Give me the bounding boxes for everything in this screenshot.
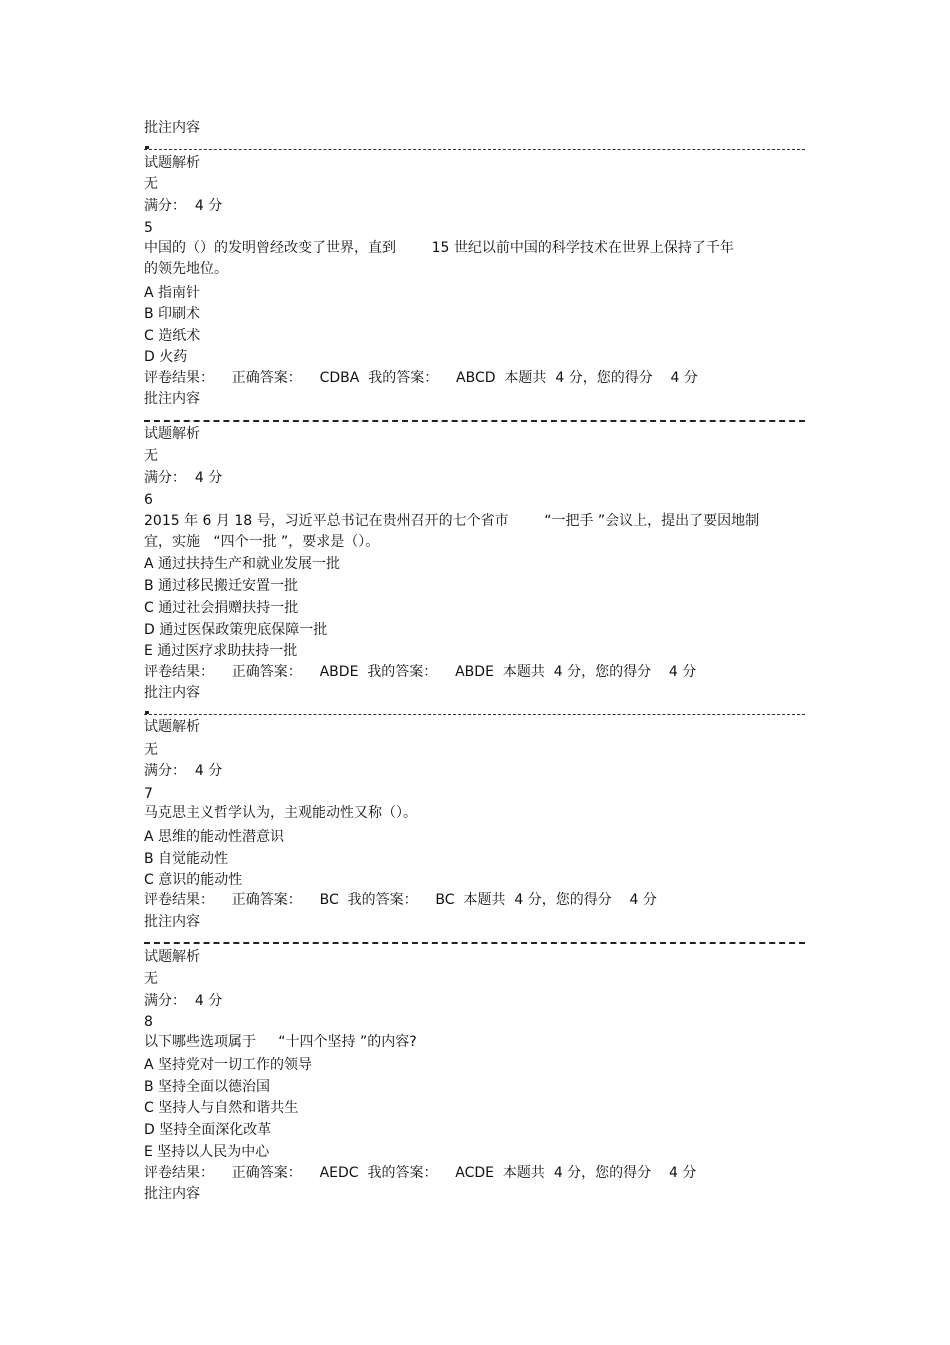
question-number: 5 — [144, 220, 153, 236]
option-a: A 思维的能动性潜意识 — [144, 829, 285, 845]
score-text: 满分： 4 分 — [144, 470, 223, 486]
option-a: A 指南针 — [144, 285, 201, 301]
option-b: B 印刷术 — [144, 306, 201, 322]
option-b: B 坚持全面以德治国 — [144, 1079, 271, 1095]
option-c: C 造纸术 — [144, 328, 201, 344]
analysis-text: 无 — [144, 742, 158, 758]
question-text: 2015 年 6 月 18 号，习近平总书记在贵州召开的七个省市 “一把手 ”会议上，提出了要因地制 — [144, 513, 760, 529]
analysis-label: 试题解析 — [144, 949, 200, 965]
option-c: C 坚持人与自然和谐共生 — [144, 1100, 299, 1116]
option-c: C 通过社会捐赠扶持一批 — [144, 600, 299, 616]
analysis-label: 试题解析 — [144, 719, 200, 735]
separator-marker — [145, 146, 149, 149]
question-text: 中国的（）的发明曾经改变了世界，直到 15 世纪以前中国的科学技术在世界上保持了千年 — [144, 240, 734, 256]
question-number: 7 — [144, 786, 153, 802]
question-text: 以下哪些选项属于 “十四个坚持 ”的内容? — [144, 1034, 417, 1050]
question-number: 6 — [144, 492, 153, 508]
score-text: 满分： 4 分 — [144, 198, 223, 214]
result-text: 评卷结果： 正确答案： AEDC 我的答案： ACDE 本题共 4 分，您的得分 4 分 — [144, 1165, 697, 1181]
question-text-cont: 的领先地位。 — [144, 261, 228, 277]
option-c: C 意识的能动性 — [144, 872, 243, 888]
analysis-text: 无 — [144, 448, 158, 464]
analysis-text: 无 — [144, 971, 158, 987]
result-text: 评卷结果： 正确答案： ABDE 我的答案： ABDE 本题共 4 分，您的得分 4 分 — [144, 664, 697, 680]
section-separator — [144, 149, 805, 150]
option-e: E 坚持以人民为中心 — [144, 1144, 270, 1160]
option-d: D 坚持全面深化改革 — [144, 1122, 272, 1138]
option-d: D 通过医保政策兜底保障一批 — [144, 622, 328, 638]
section-separator — [144, 942, 805, 944]
score-text: 满分： 4 分 — [144, 763, 223, 779]
option-a: A 通过扶持生产和就业发展一批 — [144, 556, 341, 572]
section-separator — [144, 420, 805, 422]
option-a: A 坚持党对一切工作的领导 — [144, 1057, 313, 1073]
result-text: 评卷结果： 正确答案： BC 我的答案： BC 本题共 4 分，您的得分 4 分 — [144, 892, 657, 908]
option-b: B 自觉能动性 — [144, 851, 229, 867]
comment-label: 批注内容 — [144, 685, 200, 701]
question-number: 8 — [144, 1014, 153, 1030]
section-separator — [144, 714, 805, 715]
separator-marker — [145, 711, 149, 714]
analysis-text: 无 — [144, 176, 158, 192]
analysis-label: 试题解析 — [144, 155, 200, 171]
option-e: E 通过医疗求助扶持一批 — [144, 643, 298, 659]
comment-label: 批注内容 — [144, 391, 200, 407]
comment-label: 批注内容 — [144, 120, 200, 136]
question-text-cont: 宜，实施 “四个一批 ”，要求是（）。 — [144, 534, 380, 550]
option-d: D 火药 — [144, 349, 188, 365]
comment-label: 批注内容 — [144, 914, 200, 930]
result-text: 评卷结果： 正确答案： CDBA 我的答案： ABCD 本题共 4 分，您的得分 4 分 — [144, 370, 698, 386]
question-text: 马克思主义哲学认为，主观能动性又称（）。 — [144, 805, 417, 821]
analysis-label: 试题解析 — [144, 426, 200, 442]
comment-label: 批注内容 — [144, 1186, 200, 1202]
score-text: 满分： 4 分 — [144, 993, 223, 1009]
option-b: B 通过移民搬迁安置一批 — [144, 578, 299, 594]
